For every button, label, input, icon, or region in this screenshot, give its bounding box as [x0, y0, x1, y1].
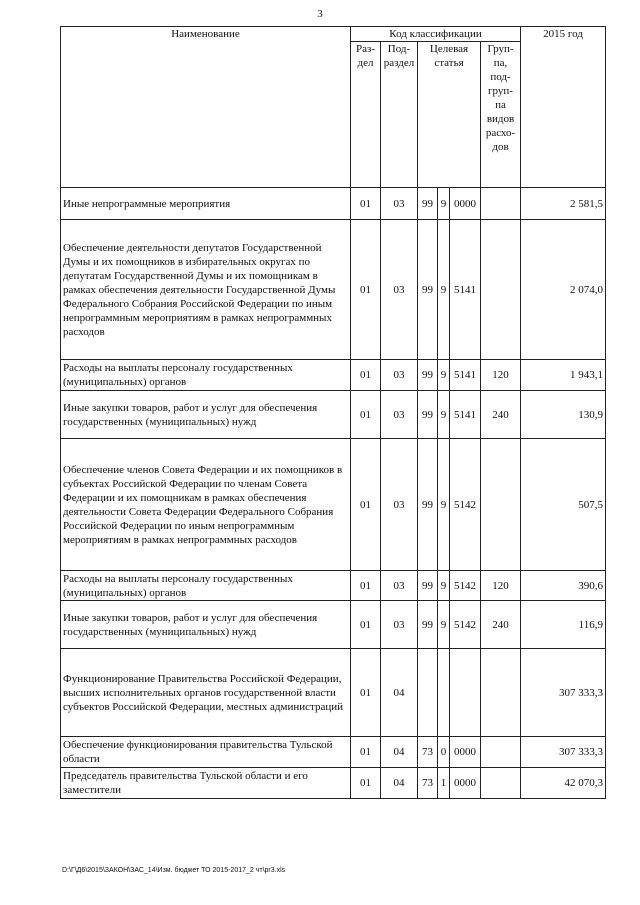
table-row — [61, 737, 606, 768]
row-target-program: 73 — [418, 737, 438, 768]
budget-table — [60, 26, 606, 799]
row-target-subprogram: 9 — [438, 439, 450, 571]
header-target: Целевая статья — [418, 42, 481, 188]
row-subsection: 03 — [381, 571, 418, 601]
table-row — [61, 360, 606, 391]
table-row — [61, 768, 606, 799]
row-expense-group — [481, 439, 521, 571]
row-name: Расходы на выплаты персоналу государственных (муниципальных) органов — [61, 360, 351, 391]
row-target-direction: 5141 — [450, 220, 481, 360]
row-expense-group — [481, 188, 521, 220]
row-expense-group: 240 — [481, 391, 521, 439]
row-target-program: 99 — [418, 188, 438, 220]
row-name: Обеспечение функционирования правительства Тульской области — [61, 737, 351, 768]
row-target-subprogram — [438, 649, 450, 737]
table-row — [61, 220, 606, 360]
row-target-direction: 0000 — [450, 188, 481, 220]
row-subsection: 04 — [381, 649, 418, 737]
row-target-subprogram: 9 — [438, 601, 450, 649]
header-section: Раз-дел — [351, 42, 381, 188]
row-name: Обеспечение деятельности депутатов Государственной Думы и их помощников в избирательных округах по депутатам Государственной Думы и их помощникам в рамках обеспечения деятельности Государственной Думы Федерального Собрания Российской Федерации по иным непрограммным мероприятиям в рамках непрограммных расходов — [61, 220, 351, 360]
row-subsection: 03 — [381, 188, 418, 220]
row-section: 01 — [351, 601, 381, 649]
row-target-direction — [450, 649, 481, 737]
page-number: 3 — [317, 8, 323, 20]
row-amount: 2 581,5 — [521, 188, 606, 220]
row-target-program: 99 — [418, 571, 438, 601]
row-expense-group: 120 — [481, 360, 521, 391]
row-subsection: 04 — [381, 737, 418, 768]
header-expense-group: Груп-па, под-груп-па видов расхо-дов — [481, 42, 521, 188]
row-subsection: 03 — [381, 439, 418, 571]
row-section: 01 — [351, 391, 381, 439]
row-target-program — [418, 649, 438, 737]
row-target-direction: 5142 — [450, 571, 481, 601]
file-path-footer: D:\Г\Д6\2015\ЗАКОН\ЗАС_14\Изм. бюджет ТО 2015-2017_2 чт\pr3.xls — [62, 867, 286, 874]
row-section: 01 — [351, 439, 381, 571]
row-expense-group: 120 — [481, 571, 521, 601]
row-expense-group — [481, 737, 521, 768]
row-section: 01 — [351, 768, 381, 799]
row-name: Иные закупки товаров, работ и услуг для обеспечения государственных (муниципальных) нужд — [61, 601, 351, 649]
row-name: Иные закупки товаров, работ и услуг для обеспечения государственных (муниципальных) нужд — [61, 391, 351, 439]
row-amount: 130,9 — [521, 391, 606, 439]
table-row — [61, 391, 606, 439]
row-target-direction: 0000 — [450, 768, 481, 799]
row-subsection: 03 — [381, 220, 418, 360]
table-row — [61, 188, 606, 220]
row-section: 01 — [351, 737, 381, 768]
row-target-program: 99 — [418, 391, 438, 439]
table-row — [61, 649, 606, 737]
row-name: Председатель правительства Тульской области и его заместители — [61, 768, 351, 799]
header-name: Наименование — [61, 27, 351, 188]
row-expense-group: 240 — [481, 601, 521, 649]
row-amount: 390,6 — [521, 571, 606, 601]
header-subsection: Под-раздел — [381, 42, 418, 188]
row-target-subprogram: 9 — [438, 391, 450, 439]
row-target-program: 99 — [418, 439, 438, 571]
header-year: 2015 год — [521, 27, 606, 188]
row-expense-group — [481, 649, 521, 737]
row-target-subprogram: 1 — [438, 768, 450, 799]
row-target-program: 99 — [418, 601, 438, 649]
row-target-direction: 0000 — [450, 737, 481, 768]
row-subsection: 03 — [381, 391, 418, 439]
header-code-group: Код классификации — [351, 27, 521, 42]
row-target-direction: 5142 — [450, 439, 481, 571]
row-target-subprogram: 0 — [438, 737, 450, 768]
row-target-subprogram: 9 — [438, 220, 450, 360]
row-target-subprogram: 9 — [438, 360, 450, 391]
row-target-direction: 5141 — [450, 391, 481, 439]
row-section: 01 — [351, 571, 381, 601]
table-row — [61, 439, 606, 571]
row-amount: 507,5 — [521, 439, 606, 571]
row-expense-group — [481, 220, 521, 360]
row-section: 01 — [351, 649, 381, 737]
row-target-program: 73 — [418, 768, 438, 799]
row-amount: 307 333,3 — [521, 649, 606, 737]
row-target-program: 99 — [418, 360, 438, 391]
row-target-direction: 5141 — [450, 360, 481, 391]
row-name: Расходы на выплаты персоналу государственных (муниципальных) органов — [61, 571, 351, 601]
row-target-subprogram: 9 — [438, 188, 450, 220]
row-section: 01 — [351, 360, 381, 391]
row-expense-group — [481, 768, 521, 799]
table-row — [61, 571, 606, 601]
row-target-direction: 5142 — [450, 601, 481, 649]
row-section: 01 — [351, 220, 381, 360]
row-amount: 42 070,3 — [521, 768, 606, 799]
row-amount: 2 074,0 — [521, 220, 606, 360]
row-subsection: 04 — [381, 768, 418, 799]
table-row — [61, 601, 606, 649]
row-subsection: 03 — [381, 360, 418, 391]
row-amount: 1 943,1 — [521, 360, 606, 391]
row-amount: 116,9 — [521, 601, 606, 649]
row-target-program: 99 — [418, 220, 438, 360]
row-section: 01 — [351, 188, 381, 220]
row-name: Иные непрограммные мероприятия — [61, 188, 351, 220]
row-amount: 307 333,3 — [521, 737, 606, 768]
row-target-subprogram: 9 — [438, 571, 450, 601]
row-subsection: 03 — [381, 601, 418, 649]
row-name: Обеспечение членов Совета Федерации и их помощников в субъектах Российской Федерации по членам Совета Федерации и их помощникам в рамках обеспечения деятельности Совета Федерации Федерального Собрания Российской Федерации по иным непрограммным мероприятиям в рамках непрограммных расходов — [61, 439, 351, 571]
row-name: Функционирование Правительства Российской Федерации, высших исполнительных органов государственной власти субъектов Российской Федерации, местных администраций — [61, 649, 351, 737]
